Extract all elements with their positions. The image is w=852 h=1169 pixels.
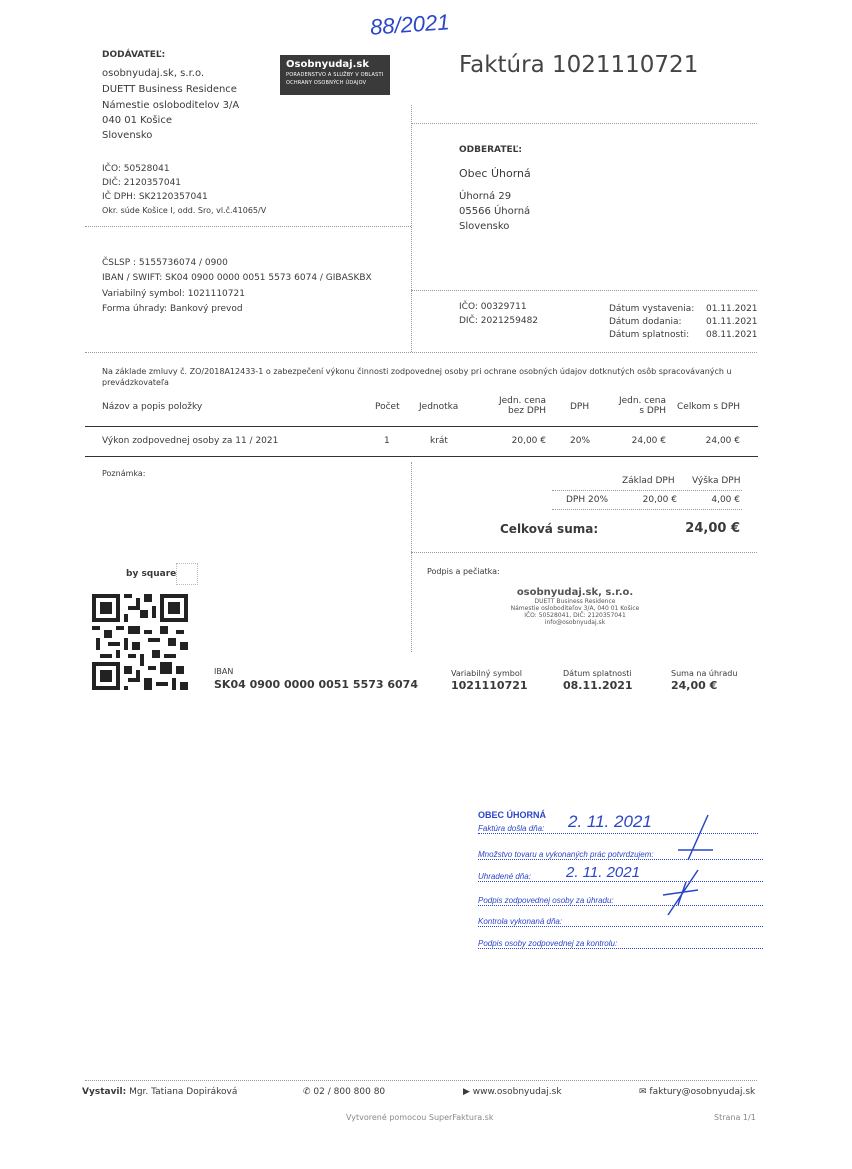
vat-amount-label: Výška DPH [692,476,741,486]
total-value: 24,00 € [685,521,740,536]
customer-dic: DIČ: 2021259482 [459,316,539,326]
col-header-unit-vat-line2: s DPH [639,406,666,416]
supplier-heading: DODÁVATEĽ: [102,50,166,60]
footer-phone [303,1087,385,1097]
received-label-3: Uhradené dňa: [478,872,531,881]
vat-base: 20,00 € [642,495,677,505]
summary-divider [411,462,412,652]
invoice-title: Faktúra 1021110721 [459,52,699,78]
supplier-cislsp: ČSLSP : 5155736074 / 0900 [102,258,228,268]
item-name: Výkon zodpovednej osoby za 11 / 2021 [102,436,279,446]
col-header-unit-price [482,396,546,416]
item-unit-price: 20,00 € [511,436,546,446]
total-label: Celková suma: [500,522,599,536]
bysquare-label: by square [126,569,177,579]
divider-line [85,352,757,353]
item-unit-price-vat: 24,00 € [631,436,666,446]
stamp-line1: DUETT Business Residence [534,598,616,605]
pay-due-label: Dátum splatnosti [563,669,632,678]
header-divider [411,105,412,352]
pay-vs-label: Variabilný symbol [451,669,522,678]
company-stamp [500,587,650,626]
company-logo [280,55,390,95]
pay-iban: SK04 0900 0000 0051 5573 6074 [214,678,418,691]
issued-date: 01.11.2021 [706,304,758,314]
stamp-company-name: osobnyudaj.sk, s.r.o. [516,587,634,598]
footer-divider [85,1080,757,1081]
col-header-qty: Počet [375,402,400,412]
pay-sum: 24,00 € [671,679,718,692]
contract-note: Na základe zmluvy č. ZO/2018A12433-1 o zabezpečení výkonu činnosti zodpovednej osoby pri ochrane osobných údajov dotknutých osôb spracovávaných u prevádzkovateľa [102,367,732,387]
vat-amount: 4,00 € [711,495,740,505]
pay-iban-label: IBAN [214,667,234,676]
divider-line [85,226,411,227]
issuer-name: Mgr. Tatiana Dopiráková [129,1087,238,1097]
col-header-unit-price-line1: Jedn. cena [498,396,546,406]
vat-rate: DPH 20% [566,495,608,505]
received-label-6: Podpis osoby zodpovednej za kontrolu: [478,939,618,948]
signature-marks [638,810,738,920]
vat-base-label: Základ DPH [622,476,675,486]
customer-country: Slovensko [459,221,510,232]
pay-due: 08.11.2021 [563,679,633,692]
note-label: Poznámka: [102,469,146,478]
supplier-register: Okr. súde Košice I, odd. Sro, vl.č.41065/V [102,206,267,215]
issued-date-label: Dátum vystavenia: [609,304,695,314]
supplier-iban: IBAN / SWIFT: SK04 0900 0000 0051 5573 6074 / GIBASKBX [102,273,372,283]
item-qty: 1 [384,436,390,446]
supplier-address1: DUETT Business Residence [102,84,237,95]
supplier-payment-method: Forma úhrady: Bankový prevod [102,304,243,314]
supplier-ico: IČO: 50528041 [102,164,170,174]
footer-page: Strana 1/1 [714,1113,756,1122]
customer-address1: Úhorná 29 [459,191,512,202]
customer-ico: IČO: 00329711 [459,302,527,312]
phone-number: 02 / 800 800 80 [313,1087,386,1097]
table-top-rule [85,426,758,427]
handwritten-invoice-number: 88/2021 [369,9,451,40]
email-link[interactable]: faktury@osobnyudaj.sk [649,1087,756,1097]
footer-email[interactable] [639,1087,755,1097]
stamp-line2: Námestie osloboditeľov 3/A, 040 01 Košice [510,605,640,612]
col-header-vat: DPH [570,402,590,412]
received-label-4: Podpis zodpovednej osoby za úhradu: [478,896,614,905]
received-stamp-title: OBEC ÚHORNÁ [478,810,547,820]
stamp-line3: IČO: 50528041, DIČ: 2120357041 [524,612,626,619]
payment-qr-code [92,594,188,690]
issuer-label: Vystavil: [82,1087,127,1097]
supplier-variable-symbol: Variabilný symbol: 1021110721 [102,289,245,299]
pay-vs: 1021110721 [451,679,528,692]
due-date-label: Dátum splatnosti: [609,330,690,340]
delivery-date: 01.11.2021 [706,317,758,327]
received-date-handwritten: 2. 11. 2021 [568,812,652,831]
divider-line [411,290,757,291]
received-stamp [478,810,768,948]
item-unit: krát [430,436,448,446]
divider-line [411,123,757,124]
col-header-unit-price-vat [600,396,666,416]
customer-name: Obec Úhorná [459,167,531,180]
supplier-dic: DIČ: 2120357041 [102,178,182,188]
footer-generated: Vytvorené pomocou SuperFaktura.sk [346,1113,494,1122]
logo-line1: PORADENSTVO A SLUŽBY V OBLASTI [286,72,384,78]
stamp-line4: info@osobnyudaj.sk [544,619,606,626]
customer-heading: ODBERATEĽ: [459,145,522,155]
col-header-name: Názov a popis položky [102,402,203,412]
supplier-address2: Námestie osloboditelov 3/A [102,100,240,111]
due-date: 08.11.2021 [706,330,758,340]
email-icon: ✉ [639,1087,647,1097]
received-label-1: Faktúra došla dňa: [478,824,545,833]
supplier-country: Slovensko [102,130,153,141]
col-header-unit: Jednotka [419,402,459,412]
table-bottom-rule [85,456,758,457]
item-total: 24,00 € [705,436,740,446]
divider-line [552,509,742,510]
bysquare-icon [176,563,198,585]
col-header-unit-price-line2: bez DPH [508,406,546,416]
phone-icon: ✆ [303,1087,311,1097]
supplier-address3: 040 01 Košice [102,115,172,126]
divider-line [411,552,757,553]
footer-web[interactable] [463,1087,562,1097]
pay-sum-label: Suma na úhradu [671,669,738,678]
signature-label: Podpis a pečiatka: [427,567,500,576]
item-vat: 20% [570,436,591,446]
web-icon: ▶ [463,1087,470,1097]
received-label-2: Množstvo tovaru a vykonaných prác potvrdzujem: [478,850,654,859]
col-header-total: Celkom s DPH [677,402,741,412]
supplier-name: osobnyudaj.sk, s.r.o. [102,68,205,79]
logo-line2: OCHRANY OSOBNÝCH ÚDAJOV [286,80,367,86]
col-header-unit-vat-line1: Jedn. cena [618,396,666,406]
web-link[interactable]: www.osobnyudaj.sk [472,1087,562,1097]
received-row-6 [478,939,763,949]
received-label-5: Kontrola vykonaná dňa: [478,917,563,926]
logo-title: Osobnyudaj.sk [286,59,369,70]
divider-line [552,490,742,491]
delivery-date-label: Dátum dodania: [609,317,682,327]
customer-address2: 05566 Úhorná [459,206,531,217]
supplier-icdph: IČ DPH: SK2120357041 [102,192,208,202]
footer-issuer [82,1087,237,1097]
paid-date-handwritten: 2. 11. 2021 [566,864,640,881]
